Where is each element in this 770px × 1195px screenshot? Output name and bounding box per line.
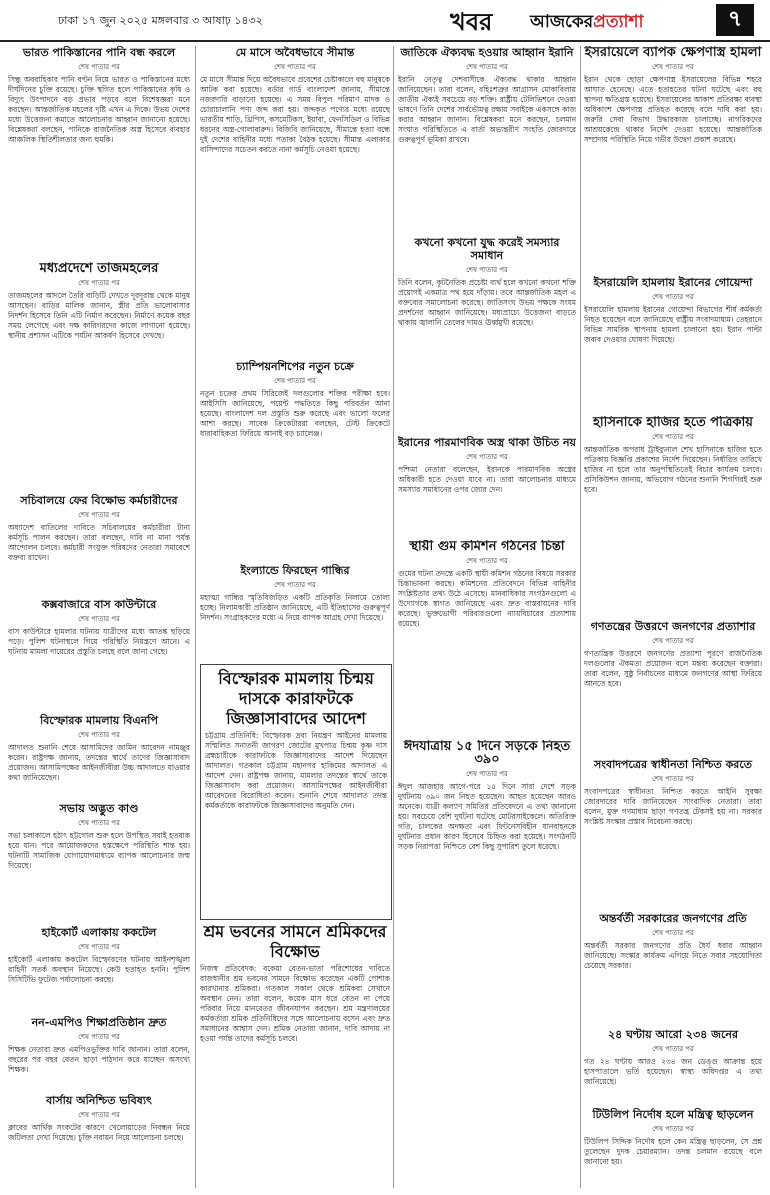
article-nonmpo — [8, 1016, 190, 1090]
article-ontorborti — [584, 912, 762, 1024]
article-shrom — [200, 922, 390, 1188]
continued-note: শেষ পাতার পর — [652, 63, 694, 71]
continued-note: শেষ পাতার পর — [466, 557, 508, 565]
article-sochib — [8, 494, 190, 594]
headline: ইংল্যান্ডে ফিরছেন গান্ধির — [240, 564, 350, 577]
headline: মধ্যপ্রদেশে তাজমহলের — [39, 262, 159, 276]
article-body: সভা চলাকালে হঠাৎ হট্টগোল শুরু হলে উপস্থিত সবাই হতবাক হয়ে যান। পরে আয়োজকদের হস্তক্ষেপে পরিস্থিতি শান্ত হয়। ঘটনাটি সামাজিক যোগাযোগমাধ্যমে ব্যাপক আলোচনার জন্ম দিয়েছে। — [8, 831, 190, 870]
continued-note: শেষ পাতার পর — [466, 266, 508, 274]
headline: বিস্ফোরক মামলায় চিন্ময় দাসকে কারাফটকে জিজ্ঞাসাবাদের আদেশ — [218, 669, 374, 728]
continued-note: শেষ পাতার পর — [78, 819, 120, 827]
headline: সচিবালয়ে ফের বিক্ষোভ কর্মচারীদের — [20, 494, 178, 507]
continued-note: শেষ পাতার পর — [78, 63, 120, 71]
headline: বিস্ফোরক মামলায় বিএনপি — [40, 714, 158, 727]
article-goenda — [584, 276, 762, 412]
article-body: হাইকোর্ট এলাকায় ককটেল বিস্ফোরণের ঘটনায় আইনশৃঙ্খলা বাহিনী সতর্ক অবস্থান নিয়েছে। কেউ হতাহত হননি। পুলিশ সিসিটিভি ফুটেজ পর্যালোচনা করছে। — [8, 955, 190, 984]
headline: ইসরায়েলে ব্যাপক ক্ষেপণাস্ত্র হামলা — [584, 46, 762, 60]
headline: ২৪ ঘণ্টায় আরো ২৩৪ জনের — [607, 1028, 738, 1041]
article-porman — [398, 436, 576, 536]
continued-note: শেষ পাতার পর — [652, 929, 694, 937]
headline: সংবাদপত্রের স্বাধীনতা নিশ্চিত করতে — [593, 758, 753, 771]
article-irani — [398, 46, 576, 232]
headline: স্থায়ী গুম কমিশন গঠনের চিন্তা — [409, 540, 565, 554]
continued-note: শেষ পাতার পর — [652, 1125, 694, 1133]
headline: গণতন্ত্রের উত্তরণে জনগণের প্রত্যাশার — [590, 620, 756, 633]
article-body: নিজস্ব প্রতিবেদক: বকেয়া বেতন-ভাতা পরিশোধের দাবিতে রাজধানীর শ্রম ভবনের সামনে বিক্ষোভ করেছেন একটি পোশাক কারখানার শ্রমিকরা। গতকাল সকাল থেকে শ্রমিকরা সেখানে অবস্থান নেন। তারা বলেন, কয়েক মাস ধরে বেতন না পেয়ে পরিবার নিয়ে মানবেতর জীবনযাপন করছেন। শ্রম মন্ত্রণালয়ের কর্মকর্তারা শ্রমিক প্রতিনিধিদের সঙ্গে আলোচনায় বসেন এবং দ্রুত সমাধানের আশ্বাস দেন। শ্রমিক নেতারা জানান, দাবি আদায় না হওয়া পর্যন্ত তাদের কর্মসূচি চলবে। — [200, 964, 390, 1043]
continued-note: শেষ পাতার পর — [652, 775, 694, 783]
masthead — [0, 0, 770, 42]
article-body: আদালত শুনানি শেষে আসামিদের জামিন আবেদন নামঞ্জুর করেন। রাষ্ট্রপক্ষ জানায়, তদন্তের স্বার্থে তাদের জিজ্ঞাসাবাদ প্রয়োজন। আসামিপক্ষের আইনজীবীরা উচ্চ আদালতে যাওয়ার কথা জানিয়েছেন। — [8, 743, 190, 782]
article-body: আন্তর্জাতিক অপরাধ ট্রাইব্যুনাল শেখ হাসিনাকে হাজির হতে পত্রিকায় বিজ্ঞপ্তি প্রকাশের নির্দেশ দিয়েছেন। নির্ধারিত তারিখে হাজির না হলে তার অনুপস্থিতিতেই বিচার কার্যক্রম চলবে। প্রসিকিউশন জানায়, অভিযোগ গঠনের শুনানি শিগগিরই শুরু হবে। — [584, 445, 762, 494]
article-body: তাজমহলের আদলে তৈরি বাড়িটি দেখতে দূরদূরান্ত থেকে মানুষ আসছেন। বাড়ির মালিক জানান, স্ত্রীর প্রতি ভালোবাসার নিদর্শন হিসেবে তিনি এটি নির্মাণ করেছেন। নির্মাণে কয়েক বছর সময় লেগেছে এবং দক্ষ কারিগরদের কাজে লাগানো হয়েছে। স্থানীয় প্রশাসন এটিকে পর্যটন আকর্ষণ হিসেবে দেখছে। — [8, 291, 190, 340]
headline: নন-এমপিও শিক্ষাপ্রতিষ্ঠান দ্রুত — [31, 1016, 167, 1029]
headline: হাসিনাকে হাজির হতে পত্রিকায় — [593, 416, 753, 430]
continued-note: শেষ পাতার পর — [78, 511, 120, 519]
article-body: তিনি বলেন, কূটনৈতিক প্রচেষ্টা ব্যর্থ হলে কখনো কখনো শক্তি প্রয়োগই একমাত্র পথ হয়ে দাঁড়ায়। তবে আন্তর্জাতিক মহল এ বক্তব্যের সমালোচনা করেছে। জাতিসংঘ উভয় পক্ষকে সংযম প্রদর্শনের আহ্বান জানিয়েছে। মধ্যপ্রাচ্যে উত্তেজনা বাড়তে থাকায় জ্বালানি তেলের দামও ঊর্ধ্বমুখী রয়েছে। — [398, 278, 576, 327]
continued-note: শেষ পাতার পর — [466, 453, 508, 461]
headline: টিউলিপ নির্দোষ হলে মন্ত্রিত্ব ছাড়লেন — [592, 1108, 754, 1121]
continued-note: শেষ পাতার পর — [466, 770, 508, 778]
headline: বার্সায় অনিশ্চিত ভবিষ্যৎ — [46, 1094, 152, 1107]
article-body: চট্টগ্রাম প্রতিনিধি: বিস্ফোরক দ্রব্য নিয়ন্ত্রণ আইনের মামলায় সম্মিলিত সনাতনী জাগরণ জোটের মুখপাত্র চিন্ময় কৃষ্ণ দাস ব্রহ্মচারীকে কারাফটকে জিজ্ঞাসাবাদের আদেশ দিয়েছেন আদালত। গতকাল চট্টগ্রাম মহানগর হাকিমের আদালত এ আদেশ দেন। রাষ্ট্রপক্ষ জানায়, মামলার তদন্তের স্বার্থে তাকে জিজ্ঞাসাবাদ করা প্রয়োজন। আসামিপক্ষের আইনজীবীরা আবেদনের বিরোধিতা করেন। শুনানি শেষে আদালত তদন্ত কর্মকর্তাকে কারাফটকে জিজ্ঞাসাবাদের অনুমতি দেন। — [205, 731, 387, 810]
article-body: গত ২৪ ঘণ্টায় আরও ২৩৪ জন ডেঙ্গু আক্রান্ত হয়ে হাসপাতালে ভর্তি হয়েছেন। স্বাস্থ্য অধিদপ্তর এ তথ্য জানিয়েছে। — [584, 1057, 762, 1086]
headline: সভায় অদ্ভুত কাণ্ড — [59, 802, 139, 815]
article-body: গণতান্ত্রিক উত্তরণে জনগণের প্রত্যাশা পূরণে রাজনৈতিক দলগুলোর ঐকমত্য প্রয়োজন বলে মন্তব্য করেছেন বক্তারা। তারা বলেন, সুষ্ঠু নির্বাচনের মাধ্যমে জনগণের আস্থা ফিরিয়ে আনতে হবে। — [584, 649, 762, 688]
continued-note: শেষ পাতার পর — [78, 1111, 120, 1119]
newspaper-logo: আজকেরপ্রত্যাশা — [530, 12, 644, 32]
article-israel — [584, 46, 762, 272]
continued-note: শেষ পাতার পর — [78, 943, 120, 951]
continued-note: শেষ পাতার পর — [652, 433, 694, 441]
article-champ — [200, 360, 390, 560]
article-simanto — [200, 46, 390, 356]
article-body: অধ্যাদেশ বাতিলের দাবিতে সচিবালয়ের কর্মচারীরা টানা কর্মসূচি পালন করছেন। তারা বলছেন, দাবি না মানা পর্যন্ত আন্দোলন চলবে। কর্মচারী সংযুক্ত পরিষদের নেতারা সমাবেশে বক্তব্য রাখেন। — [8, 523, 190, 562]
article-chinmoy — [200, 664, 392, 920]
headline: ভারত পাকিস্তানের পানি বন্ধ করলে — [22, 46, 176, 59]
headline: অন্তর্বর্তী সরকারের জনগণের প্রতি — [599, 912, 747, 925]
section-title: খবর — [450, 7, 493, 36]
article-body: শিক্ষক নেতারা দ্রুত এমপিওভুক্তির দাবি জানান। তারা বলেন, বছরের পর বছর বেতন ছাড়া পাঠদান করে যাচ্ছেন অসংখ্য শিক্ষক। — [8, 1045, 190, 1074]
article-body: মহাত্মা গান্ধির স্মৃতিবিজড়িত একটি প্রতিকৃতি নিলামে তোলা হচ্ছে। নিলামকারী প্রতিষ্ঠান জানিয়েছে, এটি ইতিহাসের গুরুত্বপূর্ণ নিদর্শন। সংগ্রাহকদের মধ্যে এ নিয়ে ব্যাপক আগ্রহ দেখা দিয়েছে। — [200, 593, 390, 622]
article-body: টিউলিপ সিদ্দিক নির্দোষ হলে কেন মন্ত্রিত্ব ছাড়লেন, সে প্রশ্ন তুলেছেন দুদক চেয়ারম্যান। তদন্ত চলমান রয়েছে বলে জানানো হয়। — [584, 1137, 762, 1166]
article-dengue — [584, 1028, 762, 1104]
headline: শ্রম ভবনের সামনে শ্রমিকদের বিক্ষোভ — [203, 922, 387, 961]
article-body: ক্লাবের আর্থিক সংকটের কারণে খেলোয়াড়ের নিবন্ধন নিয়ে জটিলতা দেখা দিয়েছে। চুক্তি নবায়ন নিয়ে আলোচনা চলছে। — [8, 1123, 190, 1142]
column-divider — [195, 46, 196, 1188]
continued-note: শেষ পাতার পর — [78, 1033, 120, 1041]
article-body: মে মাসে সীমান্ত দিয়ে অবৈধভাবে প্রবেশের চেষ্টাকালে বহু মানুষকে আটক করা হয়েছে। বর্ডার গার্ড বাংলাদেশ জানায়, সীমান্তে নজরদারি বাড়ানো হয়েছে। এ সময় বিপুল পরিমাণ মাদক ও চোরাচালানি পণ্য জব্দ করা হয়। জব্দকৃত পণ্যের মধ্যে রয়েছে ভারতীয় শাড়ি, থ্রিপিস, কসমেটিকস, ইয়াবা, ফেনসিডিল ও বিভিন্ন ধরনের অস্ত্র-গোলাবারুদ। বিজিবি জানিয়েছে, সীমান্তে হত্যা বন্ধে দুই দেশের বাহিনীর মধ্যে পতাকা বৈঠক হয়েছে। সীমান্ত এলাকার বাসিন্দাদের সচেতন করতে নানা কর্মসূচি নেওয়া হয়েছে। — [200, 75, 390, 154]
article-pani — [8, 46, 190, 258]
headline: ইরানের পারমাণবিক অস্ত্র থাকা উচিত নয় — [398, 436, 576, 449]
continued-note: শেষ পাতার পর — [652, 637, 694, 645]
continued-note: শেষ পাতার পর — [466, 63, 508, 71]
column-divider — [580, 46, 581, 1188]
headline: হাইকোর্ট এলাকায় ককটেল — [41, 926, 157, 939]
article-body: নতুন চক্রের প্রথম সিরিজেই দলগুলোর শক্তির পরীক্ষা হবে। আইসিসি জানিয়েছে, পয়েন্ট পদ্ধতিতে কিছু পরিবর্তন আনা হয়েছে। বাংলাদেশ দল প্রস্তুতি শুরু করেছে এবং ভালো ফলের আশা করছে। সাবেক ক্রিকেটাররা বলছেন, টেস্ট ক্রিকেটে ধারাবাহিকতা ফিরিয়ে আনাই বড় চ্যালেঞ্জ। — [200, 389, 390, 438]
article-body: ইরান থেকে ছোড়া ক্ষেপণাস্ত্র ইসরায়েলের বিভিন্ন শহরে আঘাত হেনেছে। এতে হতাহতের ঘটনা ঘটেছে এবং বহু স্থাপনা ক্ষতিগ্রস্ত হয়েছে। ইসরায়েলের আকাশ প্রতিরক্ষা ব্যবস্থা অধিকাংশ ক্ষেপণাস্ত্র প্রতিহত করেছে বলে দাবি করা হয়। জরুরি সেবা বিভাগ উদ্ধারকাজ চালাচ্ছে। নাগরিকদের আশ্রয়কেন্দ্রে থাকার নির্দেশ দেওয়া হয়েছে। আন্তর্জাতিক সম্প্রদায় পরিস্থিতি নিয়ে গভীর উদ্বেগ প্রকাশ করেছে। — [584, 75, 762, 144]
headline: কখনো কখনো যুদ্ধ করেই সমস্যার সমাধান — [414, 236, 560, 262]
headline: কক্সবাজারে বাস কাউন্টারে — [41, 598, 157, 611]
article-card — [8, 598, 190, 710]
headline: জাতিকে ঐক্যবদ্ধ হওয়ার আহ্বান ইরানি — [400, 46, 574, 59]
continued-note: শেষ পাতার পর — [274, 377, 316, 385]
article-body: সংবাদপত্রের স্বাধীনতা নিশ্চিত করতে আইনি সুরক্ষা জোরদারের দাবি জানিয়েছেন সাংবাদিক নেতারা। তারা বলেন, মুক্ত গণমাধ্যম ছাড়া গণতন্ত্র টেকসই হয় না। সরকার সংশ্লিষ্ট সংস্কার প্রস্তাব বিবেচনা করছে। — [584, 787, 762, 826]
page-number: ৭ — [716, 4, 754, 36]
article-body: বাস কাউন্টারে হামলার ঘটনায় যাত্রীদের মধ্যে আতঙ্ক ছড়িয়ে পড়ে। পুলিশ ঘটনাস্থলে গিয়ে পরিস্থিতি নিয়ন্ত্রণে আনে। এ ঘটনায় মামলা দায়েরের প্রস্তুতি চলছে বলে জানা গেছে। — [8, 627, 190, 656]
column-divider — [393, 46, 394, 1188]
article-body: অন্তর্বর্তী সরকার জনগণের প্রতি ধৈর্য ধরার আহ্বান জানিয়েছে। সংস্কার কার্যক্রম এগিয়ে নিতে সবার সহযোগিতা চেয়েছে সরকার। — [584, 941, 762, 970]
headline: ইসরায়েলি হামলায় ইরানের গোয়েন্দা — [593, 276, 753, 289]
article-gandhi — [200, 564, 390, 660]
continued-note: শেষ পাতার পর — [78, 731, 120, 739]
continued-note: শেষ পাতার পর — [652, 293, 694, 301]
article-body: ইরানি নেতৃত্ব দেশবাসীকে ঐক্যবদ্ধ থাকার আহ্বান জানিয়েছেন। তারা বলেন, বহিঃশত্রুর আগ্রাসন মোকাবিলায় জাতীয় ঐক্যই সবচেয়ে বড় শক্তি। রাষ্ট্রীয় টেলিভিশনে দেওয়া ভাষণে তিনি দেশের সার্বভৌমত্ব রক্ষায় সবাইকে একসঙ্গে কাজ করার আহ্বান জানান। বিশ্লেষকরা মনে করছেন, চলমান সংঘাত পরিস্থিতিতে এ বার্তা অভ্যন্তরীণ সংহতি জোরদারে গুরুত্বপূর্ণ ভূমিকা রাখবে। — [398, 75, 576, 144]
headline: ঈদযাত্রায় ১৫ দিনে সড়কে নিহত ৩৯০ — [403, 740, 571, 767]
article-eid — [398, 740, 576, 1188]
article-gonotontro — [584, 620, 762, 754]
headline: মে মাসে অবৈধভাবে সীমান্ত — [235, 46, 355, 59]
article-body: ঈদুল আজহার আগে-পরে ১৫ দিনে সারা দেশে সড়ক দুর্ঘটনায় ৩৯০ জন নিহত হয়েছেন। আহত হয়েছেন আরও অনেকে। যাত্রী কল্যাণ সমিতির প্রতিবেদনে এ তথ্য জানানো হয়। সবচেয়ে বেশি দুর্ঘটনা ঘটেছে মোটরসাইকেলে। অতিরিক্ত গতি, চালকের অদক্ষতা এবং ফিটনেসবিহীন যানবাহনকে দুর্ঘটনার প্রধান কারণ হিসেবে চিহ্নিত করা হয়েছে। সংগঠনটি সড়ক নিরাপত্তা নিশ্চিতে বেশ কিছু সুপারিশ তুলে ধরেছে। — [398, 782, 576, 851]
article-body: পশ্চিমা নেতারা বলেছেন, ইরানকে পারমাণবিক অস্ত্রের অধিকারী হতে দেওয়া যাবে না। তারা আলোচনার মাধ্যমে সমস্যার সমাধানের ওপর জোর দেন। — [398, 465, 576, 494]
continued-note: শেষ পাতার পর — [274, 581, 316, 589]
continued-note: শেষ পাতার পর — [652, 1045, 694, 1053]
article-body: গুমের ঘটনা তদন্তে একটি স্থায়ী কমিশন গঠনের বিষয়ে সরকার চিন্তাভাবনা করছে। কমিশনের প্রতিবেদনে বিভিন্ন বাহিনীর সংশ্লিষ্টতার তথ্য উঠে এসেছে। মানবাধিকার সংগঠনগুলো এ উদ্যোগকে স্বাগত জানিয়েছে এবং দ্রুত বাস্তবায়নের দাবি করেছে। ভুক্তভোগী পরিবারগুলো ন্যায়বিচারের প্রত্যাশায় রয়েছে। — [398, 569, 576, 628]
article-highcourt — [8, 926, 190, 1012]
issue-date: ঢাকা ১৭ জুন ২০২৫ মঙ্গলবার ৩ আষাঢ় ১৪৩২ — [58, 14, 263, 27]
continued-note: শেষ পাতার পর — [78, 615, 120, 623]
article-gum — [398, 540, 576, 736]
article-body: ইসরায়েলি হামলায় ইরানের গোয়েন্দা বিভাগের শীর্ষ কর্মকর্তা নিহত হয়েছেন বলে জানিয়েছে রাষ্ট্রীয় সংবাদমাধ্যম। তেহরানে বিভিন্ন সামরিক স্থাপনায় হামলা চালানো হয়। ইরান পাল্টা জবাব দেওয়ার ঘোষণা দিয়েছে। — [584, 305, 762, 344]
article-songbad — [584, 758, 762, 908]
continued-note: শেষ পাতার পর — [78, 279, 120, 287]
continued-note: শেষ পাতার পর — [274, 63, 316, 71]
headline: চ্যাম্পিয়নশিপের নতুন চক্রে — [236, 360, 354, 373]
article-taj — [8, 262, 190, 490]
article-sova — [8, 802, 190, 922]
article-body: সিন্ধু অববাহিকার পানি বণ্টন নিয়ে ভারত ও পাকিস্তানের মধ্যে দীর্ঘদিনের চুক্তি রয়েছে। চুক্তি স্থগিত হলে পাকিস্তানের কৃষি ও বিদ্যুৎ উৎপাদনে বড় প্রভাব পড়বে বলে বিশেষজ্ঞরা মনে করছেন। আন্তর্জাতিক মহলের দৃষ্টি এখন এ দিকে। উভয় দেশের মধ্যে উত্তেজনা কমাতে আলোচনার আহ্বান জানানো হয়েছে। বিশ্লেষকরা বলছেন, পানিকে রাজনৈতিক অস্ত্র হিসেবে ব্যবহার আঞ্চলিক স্থিতিশীলতার জন্য হুমকি। — [8, 75, 190, 144]
article-tulip — [584, 1108, 762, 1188]
article-hasina — [584, 416, 762, 616]
article-barshay — [8, 1094, 190, 1188]
article-juddho — [398, 236, 576, 432]
article-bnp — [8, 714, 190, 798]
